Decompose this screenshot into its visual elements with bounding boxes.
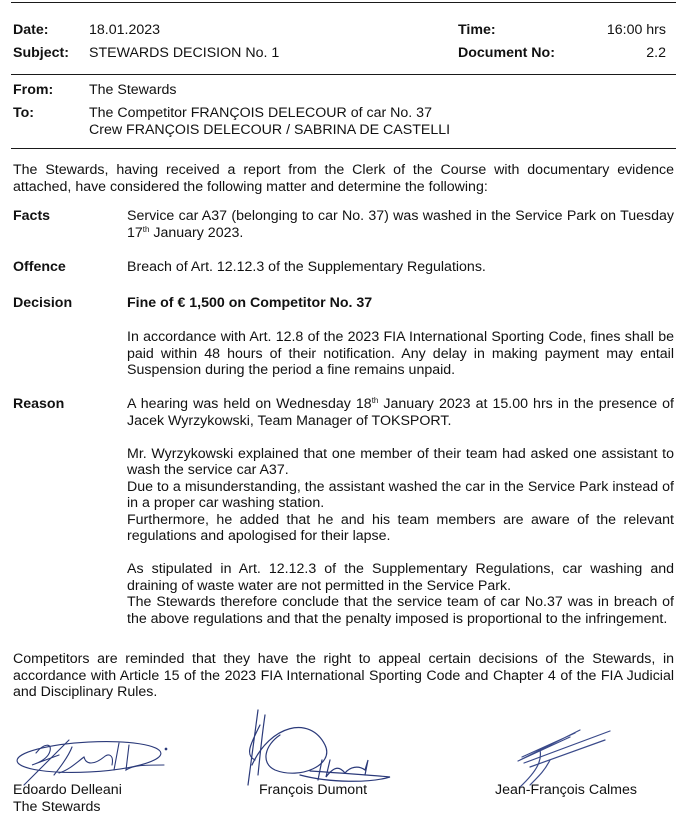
facts-text: Service car A37 (belonging to car No. 37) was washed in the Service Park on Tuesday 17th January 2023. [127, 208, 674, 241]
header-top-rule [11, 2, 676, 3]
document-number-label: Document No: [458, 45, 555, 61]
date-value: 18.01.2023 [89, 22, 161, 38]
reason-misunderstanding: Due to a misunderstanding, the assistant washed the car in the Service Park instead of in a proper car washing station. [127, 478, 674, 511]
header-divider [11, 74, 676, 75]
from-label: From: [13, 82, 54, 98]
document-number-value: 2.2 [646, 45, 666, 61]
offence-text: Breach of Art. 12.12.3 of the Supplementary Regulations. [127, 259, 486, 275]
decision-headline: Fine of € 1,500 on Competitor No. 37 [127, 295, 373, 311]
intro-paragraph: The Stewards, having received a report from the Clerk of the Course with documentary evidence attached, have considered the following matter and determine the following: [13, 162, 674, 195]
reason-hearing: A hearing was held on Wednesday 18th January 2023 at 15.00 hrs in the presence of Jacek Wyrzykowski, Team Manager of TOKSPORT. [127, 396, 674, 429]
addressing-divider [11, 148, 676, 149]
signatory-name-delleani: Edoardo Delleani [13, 782, 122, 798]
facts-label: Facts [13, 208, 51, 224]
date-label: Date: [13, 22, 49, 38]
to-label: To: [13, 105, 35, 121]
to-crew: Crew FRANÇOIS DELECOUR / SABRINA DE CASTELLI [89, 122, 451, 138]
signatory-name-dumont: François Dumont [259, 782, 368, 798]
time-value: 16:00 hrs [606, 22, 666, 38]
from-value: The Stewards [89, 82, 177, 98]
appeal-notice: Competitors are reminded that they have the right to appeal certain decisions of the Stewards, in accordance with Article 15 of the 2023 FIA International Sporting Code and Chapter 4 of the FIA Judicial and Disciplinary Rules. [13, 651, 674, 700]
signatory-name-calmes: Jean-François Calmes [495, 782, 637, 798]
reason-apology: Furthermore, he added that he and his team members are aware of the relevant regulations and apologised for their lapse. [127, 511, 674, 544]
reason-conclusion: The Stewards therefore conclude that the service team of car No.37 was in breach of the above regulations and that the penalty imposed is proportional to the infringement. [127, 594, 674, 627]
signature-calmes [510, 725, 620, 790]
decision-text: In accordance with Art. 12.8 of the 2023 FIA International Sporting Code, fines shall be paid within 48 hours of their notification. Any delay in making payment may entail Suspension during the period a fine remains unpaid. [127, 329, 674, 378]
subject-value: STEWARDS DECISION No. 1 [89, 45, 280, 61]
signoff-the-stewards: The Stewards [13, 799, 101, 815]
reason-explanation: Mr. Wyrzykowski explained that one member of their team had asked one assistant to wash the service car A37. [127, 445, 674, 478]
to-competitor: The Competitor FRANÇOIS DELECOUR of car No. 37 [89, 105, 432, 121]
reason-text [127, 396, 674, 627]
decision-label: Decision [13, 295, 73, 311]
reason-regulation: As stipulated in Art. 12.12.3 of the Supplementary Regulations, car washing and draining of waste water are not permitted in the Service Park. [127, 561, 674, 594]
reason-label: Reason [13, 396, 65, 412]
offence-label: Offence [13, 259, 66, 275]
subject-label: Subject: [13, 45, 69, 61]
time-label: Time: [458, 22, 496, 38]
